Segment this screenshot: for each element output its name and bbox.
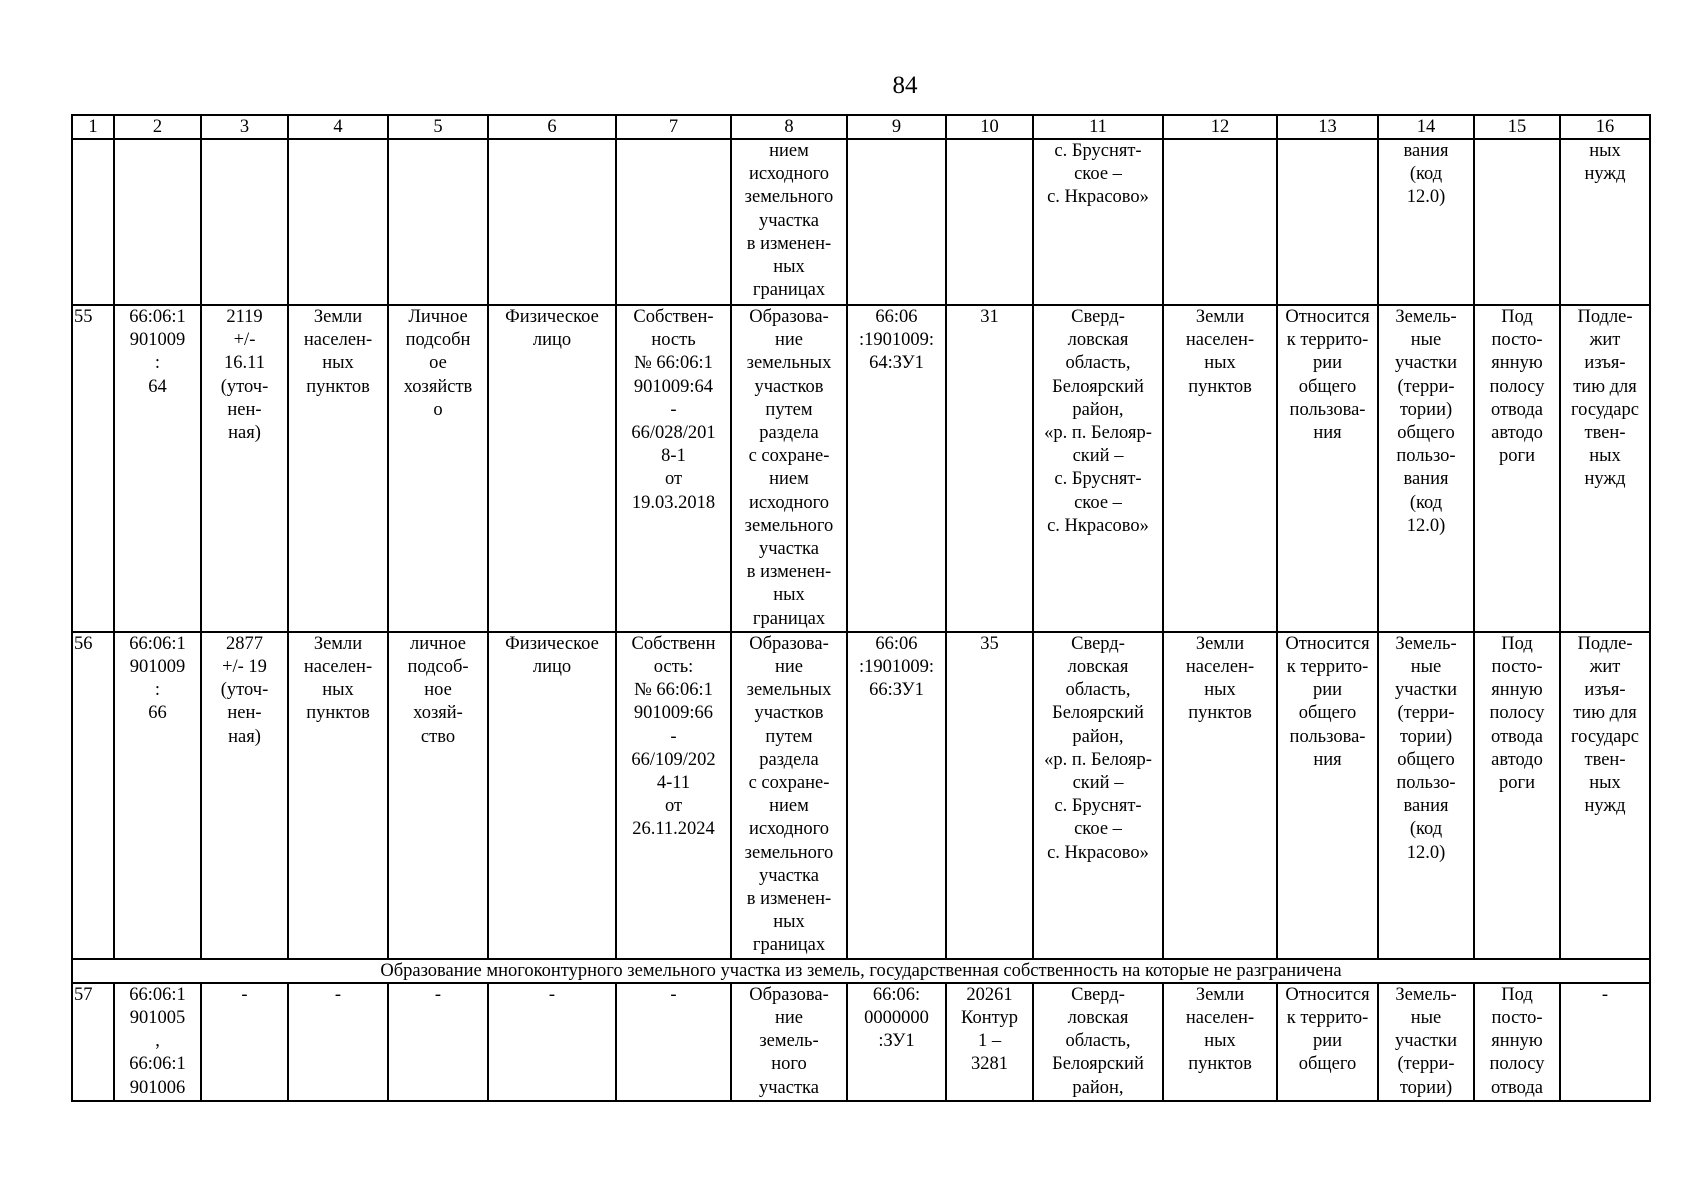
permitted-use: - [388,983,488,1101]
plot-designation: 66:06 :1901009: 64:ЗУ1 [847,305,946,632]
plot-designation: 66:06: 0000000 :ЗУ1 [847,983,946,1101]
permitted-use-new: Земель- ные участки (терри- тории) общего пользо- вания (код 12.0) [1378,305,1474,632]
table-cell: вания (код 12.0) [1378,139,1474,305]
column-number: 9 [847,115,946,139]
column-number: 3 [201,115,288,139]
table-row [72,983,1650,1101]
permitted-use-new: Земель- ные участки (терри- тории) [1378,983,1474,1101]
plot-designation: 66:06 :1901009: 66:ЗУ1 [847,632,946,959]
registered-right: - [616,983,731,1101]
purpose: Под посто- янную полосу отвода автодо роги [1474,632,1560,959]
plot-area: 31 [946,305,1033,632]
formation-method: Образова- ние земельных участков путем раздела с сохране- нием исходного земельного участка в изменен- ных границах [731,305,847,632]
purpose: Под посто- янную полосу отвода автодо роги [1474,305,1560,632]
location: Сверд- ловская область, Белоярский район, [1033,983,1163,1101]
row-number: 55 [72,305,114,632]
right-holder: Физическое лицо [488,305,616,632]
row-number: 56 [72,632,114,959]
table-cell: с. Бруснят- ское – с. Нкрасово» [1033,139,1163,305]
permitted-use: Личное подсобн ое хозяйств о [388,305,488,632]
table-cell [488,139,616,305]
table-cell: нием исходного земельного участка в изменен- ных границах [731,139,847,305]
location: Сверд- ловская область, Белоярский район, «р. п. Белояр- ский – с. Бруснят- ское – с. Нкрасово» [1033,305,1163,632]
column-number: 16 [1560,115,1650,139]
table-cell [388,139,488,305]
column-number: 13 [1277,115,1378,139]
permitted-use-new: Земель- ные участки (терри- тории) общего пользо- вания (код 12.0) [1378,632,1474,959]
purpose: Под посто- янную полосу отвода [1474,983,1560,1101]
plot-area: 35 [946,632,1033,959]
table-row [72,305,1650,632]
column-number: 10 [946,115,1033,139]
table-cell [72,139,114,305]
formation-method: Образова- ние земельных участков путем раздела с сохране- нием исходного земельного участка в изменен- ных границах [731,632,847,959]
column-number: 6 [488,115,616,139]
table-cell: ных нужд [1560,139,1650,305]
right-holder: Физическое лицо [488,632,616,959]
note: Подле- жит изъя- тию для государс твен- ных нужд [1560,305,1650,632]
column-number: 11 [1033,115,1163,139]
table-cell [616,139,731,305]
land-plots-table [71,114,1651,1102]
table-cell [1277,139,1378,305]
cadastral-number: 66:06:1 901005 , 66:06:1 901006 [114,983,201,1101]
territory-type: Относится к террито- рии общего [1277,983,1378,1101]
location: Сверд- ловская область, Белоярский район, «р. п. Белояр- ский – с. Бруснят- ское – с. Нкрасово» [1033,632,1163,959]
column-number: 7 [616,115,731,139]
land-category: - [288,983,388,1101]
formation-method: Образова- ние земель- ного участка [731,983,847,1101]
column-number: 12 [1163,115,1277,139]
note: - [1560,983,1650,1101]
table-cell [847,139,946,305]
area: - [201,983,288,1101]
table-cell [1163,139,1277,305]
registered-right: Собственн ость: № 66:06:1 901009:66 - 66/109/202 4-11 от 26.11.2024 [616,632,731,959]
new-land-category: Земли населен- ных пунктов [1163,983,1277,1101]
table-cell [114,139,201,305]
table-cell [201,139,288,305]
column-number: 2 [114,115,201,139]
section-title: Образование многоконтурного земельного участка из земель, государственная собственность на которые не разграничена [72,959,1650,983]
table-cell [288,139,388,305]
new-land-category: Земли населен- ных пунктов [1163,305,1277,632]
section-row [72,959,1650,983]
continuation-row [72,139,1650,305]
column-number: 8 [731,115,847,139]
land-category: Земли населен- ных пунктов [288,305,388,632]
cadastral-number: 66:06:1 901009 : 66 [114,632,201,959]
territory-type: Относится к террито- рии общего пользова- ния [1277,305,1378,632]
right-holder: - [488,983,616,1101]
table-row [72,632,1650,959]
land-category: Земли населен- ных пунктов [288,632,388,959]
permitted-use: личное подсоб- ное хозяй- ство [388,632,488,959]
column-number: 5 [388,115,488,139]
territory-type: Относится к террито- рии общего пользова- ния [1277,632,1378,959]
row-number: 57 [72,983,114,1101]
cadastral-number: 66:06:1 901009 : 64 [114,305,201,632]
area: 2119 +/- 16.11 (уточ- нен- ная) [201,305,288,632]
note: Подле- жит изъя- тию для государс твен- ных нужд [1560,632,1650,959]
column-number: 4 [288,115,388,139]
page-number: 84 [892,72,918,99]
area: 2877 +/- 19 (уточ- нен- ная) [201,632,288,959]
new-land-category: Земли населен- ных пунктов [1163,632,1277,959]
table-cell [946,139,1033,305]
column-number: 1 [72,115,114,139]
registered-right: Собствен- ность № 66:06:1 901009:64 - 66/028/201 8-1 от 19.03.2018 [616,305,731,632]
table-cell [1474,139,1560,305]
column-number-row [72,115,1650,139]
column-number: 14 [1378,115,1474,139]
plot-area: 20261 Контур 1 – 3281 [946,983,1033,1101]
column-number: 15 [1474,115,1560,139]
